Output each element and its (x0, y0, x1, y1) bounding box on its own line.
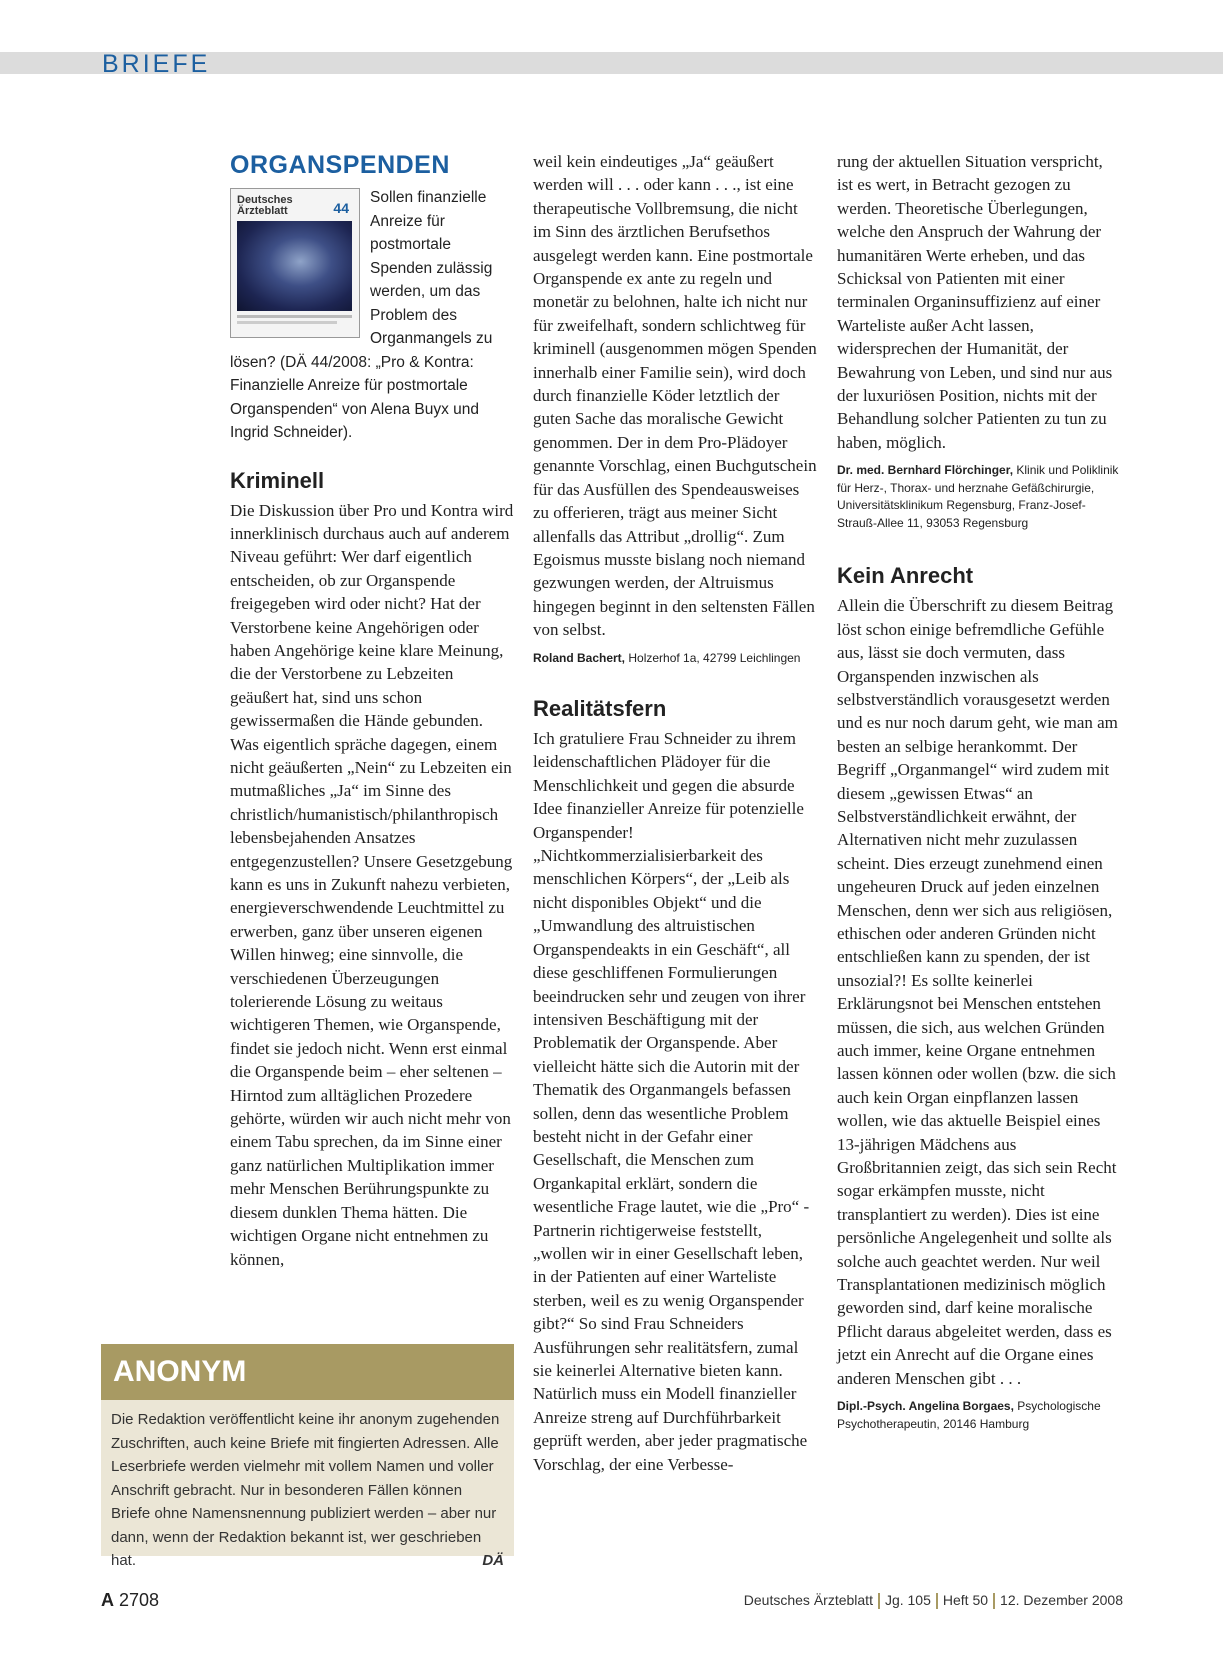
letter-heading-kriminell: Kriminell (230, 467, 325, 493)
anonym-box-signature: DÄ (482, 1552, 504, 1569)
letter-heading-realitaetsfern: Realitätsfern (533, 696, 667, 722)
letter-realitaetsfern-signature (837, 462, 1122, 532)
letter-realitaetsfern-text-part2: rung der aktuellen Situation verspricht, ist es wert, in Betracht gezogen zu werden. Theoretische Überlegungen, welche den Anspruch der Wahrung der humanitären Werte erheben, und das Schicksal von Patienten mit einer terminalen Organinsuffizienz auf einer Warteliste außer Acht lassen, widersprechen der Humanität, der Bewahrung von Leben, und sind nur aus der luxuriösen Position, nichts mit der Behandlung solcher Patienten zu tun zu haben, möglich. (837, 152, 1113, 452)
article-title: ORGANSPENDEN (230, 151, 450, 179)
author-name: Roland Bachert, (533, 650, 626, 665)
letter-heading-kein-anrecht: Kein Anrecht (837, 563, 974, 589)
author-address: Psychologische Psychotherapeutin, 20146 Hamburg (837, 1399, 1101, 1431)
section-label: BRIEFE (102, 50, 211, 78)
anonym-notice-box (101, 1344, 514, 1569)
cover-title: Deutsches Ärzteblatt (237, 194, 293, 217)
column-3 (837, 150, 1122, 1433)
journal-footer (744, 1592, 1123, 1609)
anonym-box-title: ANONYM (101, 1344, 514, 1400)
letter-kriminell-text-part1: Die Diskussion über Pro und Kontra wird innerklinisch durchaus auch auf anderem Niveau geführt: Wer darf eigentlich entscheiden, ob zur Organspende freigegeben wird oder nicht? Hat der Verstorbene keine Angehörigen oder haben Angehörige keine klare Meinung, die der Verstorbene zu Lebzeiten geäußert hat, sind uns schon gewissermaßen die Hände gebunden. Was eigentlich spräche dagegen, einem nicht geäußerten „Nein“ zu Lebzeiten ein mutmaßliches „Ja“ im Sinne des christlich/humanistisch/philanthropisch lebensbejahenden Ansatzes entgegenzustellen? Unsere Gesetzgebung kann es uns in Zukunft nahezu verbieten, energieverschwendende Leuchtmittel zu erwerben, ganz über unseren eigenen Willen hinweg; eine sinnvolle, die verschiedenen Überzeugungen tolerierende Lösung zu weitaus wichtigeren Themen, wie Organspende, findet sie jedoch nicht. Wenn erst einmal die Organspende beim – eher seltenen – Hirntod zum alltäglichen Prozedere gehörte, würden wir auch nicht mehr von einem Tabu sprechen, da im Sinne einer ganz natürlichen Multiplikation immer mehr Menschen Berührungspunkte zu diesem dunklen Thema hätten. Die wichtigen Organe nicht entnehmen zu können, (230, 500, 514, 1269)
page-number (101, 1590, 159, 1611)
footer-volume: Jg. 105 (884, 1592, 931, 1608)
column-2 (533, 150, 818, 1476)
footer-date: 12. Dezember 2008 (1000, 1592, 1123, 1608)
anonym-box-text (101, 1400, 514, 1573)
letter-kriminell-signature (533, 650, 818, 668)
column-1 (230, 150, 515, 1271)
footer-issue: Heft 50 (942, 1592, 989, 1608)
letter-kein-anrecht-text: Allein die Überschrift zu diesem Beitrag löst schon einige befremdliche Gefühle aus, lässt sie doch vermuten, dass Organspenden inzwischen als selbstverständlich vorausgesetzt werden und es nur noch darum geht, wie man am besten an selbige herankommt. Der Begriff „Organmangel“ wird zudem mit diesem „gewissen Etwas“ an Selbstverständlichkeit erwähnt, der Alternativen nicht mehr zuzulassen scheint. Dies erzeugt zunehmend einen ungeheuren Druck auf jeden einzelnen Menschen, denn wer sich aus religiösen, ethischen oder anderen Gründen nicht entschließen kann zu spenden, der ist unsozial?! Es sollte keinerlei Erklärungsnot bei Menschen entstehen müssen, die sich, aus welchen Gründen auch immer, keine Organe entnehmen lassen können oder wollen (bzw. die sich auch kein Organ einpflanzen lassen wollen, wie das aktuelle Beispiel eines 13-jährigen Mädchens aus Großbritannien zeigt, das sich sein Recht sogar erkämpfen musste, nicht transplantiert zu werden). Dies ist eine persönliche Angelegenheit und sollte als solche auch geachtet werden. Nur weil Transplantationen medizinisch möglich geworden sind, darf keine moralische Pflicht daraus abgeleitet werden, dass es jetzt ein Anrecht auf die Organe eines anderen Menschen gibt . . . (837, 596, 1118, 1388)
article-intro (230, 186, 515, 445)
author-address: Holzerhof 1a, 42799 Leichlingen (625, 650, 801, 665)
journal-cover-thumbnail (230, 188, 360, 338)
intro-text: Sollen finanzielle Anreize für postmortale Spenden zulässig werden, um das Problem des Organmangels zu lösen? (DÄ 44/2008: „Pro & Kontra: Finanzielle Anreize für postmortale Organspenden“ von Alena Buyx und Ingrid Schneider). (230, 189, 493, 441)
cover-footer-line (237, 315, 352, 318)
footer-separator (878, 1593, 880, 1609)
footer-separator (936, 1593, 938, 1609)
letter-kriminell-text-part2: weil kein eindeutiges „Ja“ geäußert werden will . . . oder kann . . ., ist eine therapeutische Vollbremsung, die nicht im Sinn des ärztlichen Berufsethos ausgelegt werden kann. Eine postmortale Organspende ex ante zu regeln und monetär zu belohnen, halte ich nicht nur für zweifelhaft, sondern schlichtweg für kriminell (ausgenommen mögen Spenden innerhalb einer Familie sein), wird doch durch finanzielle Köder letztlich der guten Sache das moralische Gewicht genommen. Der in dem Pro-Plädoyer genannte Vorschlag, einen Buchgutschein für das Ausfüllen des Spendeausweises zu offerieren, trägt aus meiner Sicht allenfalls das Attribut „drollig“. Zum Egoismus musste bislang noch niemand gezwungen werden, der Altruismus hingegen beginnt in den seltensten Fällen von selbst. (533, 152, 817, 640)
anonym-box-body: Die Redaktion veröffentlicht keine ihr anonym zugehenden Zuschriften, auch keine Briefe mit fingierten Adressen. Alle Leserbriefe werden vielmehr mit vollem Namen und voller Anschrift gebracht. Nur in besonderen Fällen können Briefe ohne Namensnennung publiziert werden – aber nur dann, wenn der Redaktion bekannt ist, wer geschrieben hat. (111, 1411, 500, 1569)
cover-image (237, 221, 352, 311)
page-number-value: 2708 (119, 1590, 160, 1610)
letter-realitaetsfern-text-part1: Ich gratuliere Frau Schneider zu ihrem leidenschaftlichen Plädoyer für die Menschlichkeit und gegen die absurde Idee finanzieller Anreize für potenzielle Organspender! „Nichtkommerzialisierbarkeit des menschlichen Körpers“, der „Leib als nicht disponibles Objekt“ und die „Umwandlung des altruistischen Organspendeakts in ein Geschäft“, all diese geschliffenen Formulierungen beeindrucken sehr und zeugen von ihrer intensiven Beschäftigung mit der Problematik der Organspende. Aber vielleicht hätte sich die Autorin mit der Thematik des Organmangels befassen sollen, denn das wesentliche Problem besteht nicht in der Gefahr einer Gesellschaft, die Menschen zum Organkapital erklärt, sondern die wesentliche Frage lautet, wie die „Pro“ -Partnerin richtigerweise feststellt, „wollen wir in einer Gesellschaft leben, in der Patienten auf einer Warteliste sterben, weil es zu wenig Organspender gibt?“ So sind Frau Schneiders Ausführungen sehr realitätsfern, zumal sie keinerlei Alternative bieten kann. Natürlich muss ein Modell finanzieller Anreize streng auf Durchführbarkeit geprüft werden, aber jeder pragmatische Vorschlag, der eine Verbesse- (533, 729, 810, 1474)
cover-footer-line (237, 321, 337, 324)
author-name: Dipl.-Psych. Angelina Borgaes, (837, 1399, 1014, 1414)
cover-issue-number: 44 (333, 200, 349, 216)
page-prefix: A (101, 1590, 114, 1610)
footer-separator (993, 1593, 995, 1609)
letter-kein-anrecht-signature (837, 1398, 1122, 1433)
author-name: Dr. med. Bernhard Flörchinger, (837, 463, 1014, 478)
author-address: Klinik und Poliklinik für Herz-, Thorax- und herznahe Gefäßchirurgie, Universitätsklinikum Regensburg, Franz-Josef-Strauß-Allee 11, 93053 Regensburg (837, 463, 1119, 530)
footer-journal: Deutsches Ärzteblatt (743, 1592, 873, 1608)
